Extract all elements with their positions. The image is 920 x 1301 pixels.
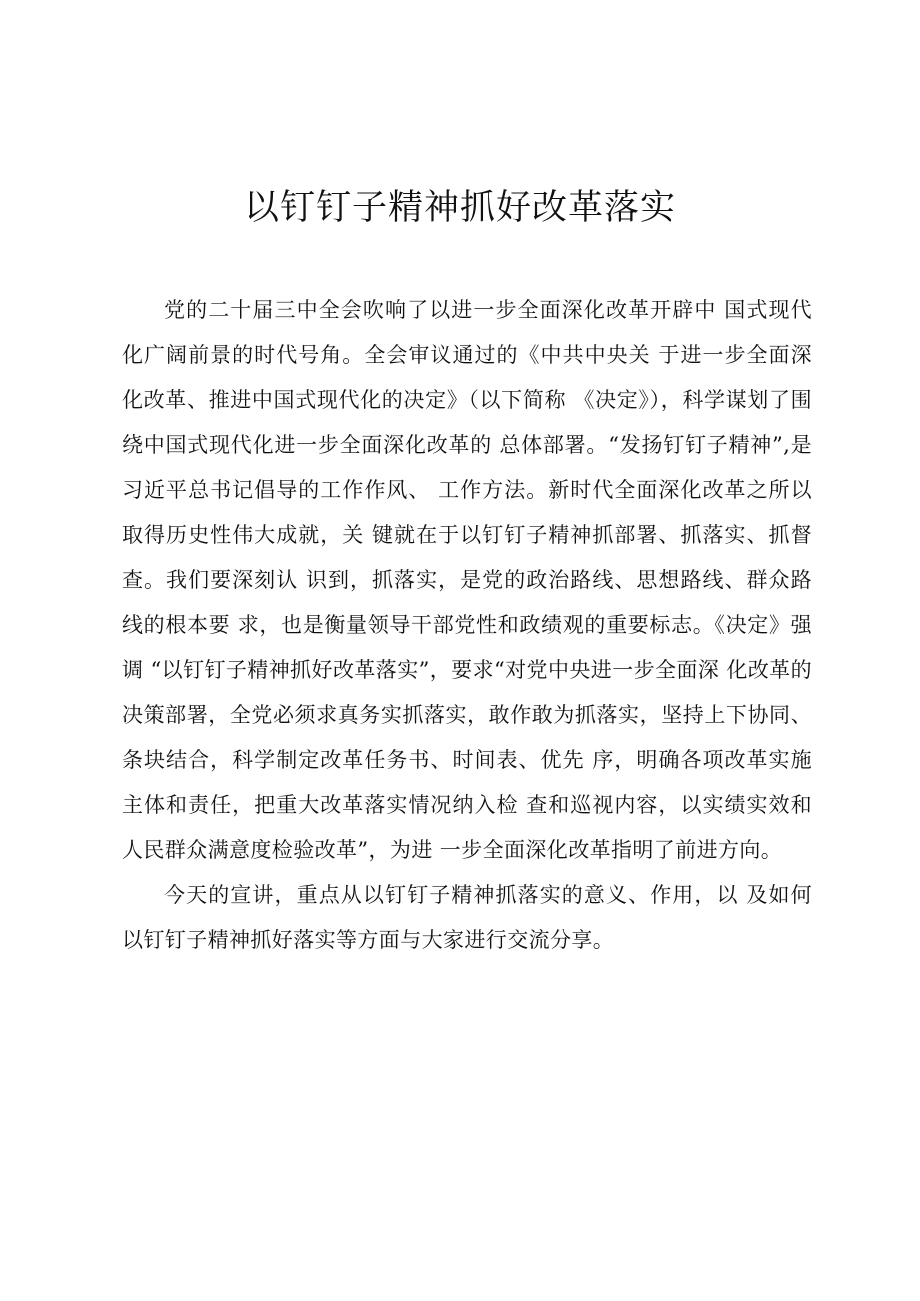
document-body — [122, 288, 812, 963]
paragraph-intro: 党的二十届三中全会吹响了以进一步全面深化改革开辟中 国式现代化广阔前景的时代号角。全会审议通过的《中共中央关 于进一步全面深化改革、推进中国式现代化的决定》（以下简称 《决定》），科学谋划了围绕中国式现代化进一步全面深化改革的 总体部署。“发扬钉钉子精神”,是习近平总书记倡导的工作作风、 工作方法。新时代全面深化改革之所以取得历史性伟大成就，关 键就在于以钉钉子精神抓部署、抓落实、抓督查。我们要深刻认 识到，抓落实，是党的政治路线、思想路线、群众路线的根本要 求，也是衡量领导干部党性和政绩观的重要标志。《决定》强调 “以钉钉子精神抓好改革落实”，要求“对党中央进一步全面深 化改革的决策部署，全党必须求真务实抓落实，敢作敢为抓落实，坚持上下协同、条块结合，科学制定改革任务书、时间表、优先 序，明确各项改革实施主体和责任，把重大改革落实情况纳入检 查和巡视内容，以实绩实效和人民群众满意度检验改革”，为进 一步全面深化改革指明了前进方向。 — [122, 298, 812, 862]
paragraph-agenda: 今天的宣讲，重点从以钉钉子精神抓落实的意义、作用，以 及如何以钉钉子精神抓好落实等方面与大家进行交流分享。 — [122, 883, 812, 952]
document-title: 以钉钉子精神抓好改革落实 — [243, 188, 676, 228]
